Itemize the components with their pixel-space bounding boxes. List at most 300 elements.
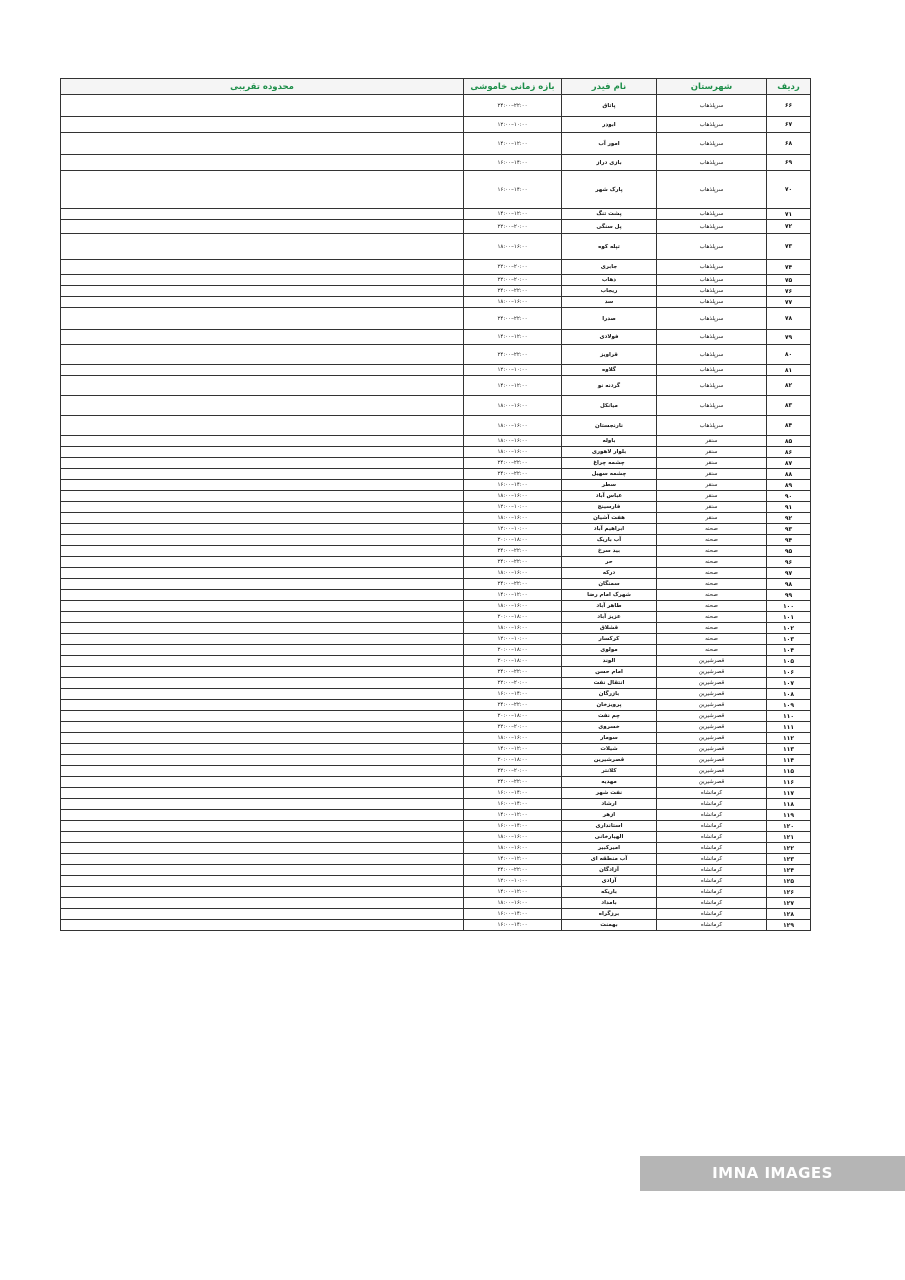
feeder-cell: هفت آشیان xyxy=(562,513,657,524)
row-number-cell: ۷۴ xyxy=(767,260,811,275)
row-number-cell: ۷۳ xyxy=(767,234,811,260)
city-cell: سرپلذهاب xyxy=(657,416,767,436)
area-cell xyxy=(61,667,464,678)
city-cell: سرپلذهاب xyxy=(657,95,767,117)
time-window-cell: ۲۲:۰۰–۲۴:۰۰ xyxy=(464,557,562,568)
area-cell xyxy=(61,396,464,416)
table-row xyxy=(61,766,811,777)
table-body xyxy=(61,95,811,931)
feeder-cell: فارسینج xyxy=(562,502,657,513)
city-cell: صحنه xyxy=(657,535,767,546)
city-cell: سرپلذهاب xyxy=(657,308,767,330)
time-window-cell: ۲۲:۰۰–۲۴:۰۰ xyxy=(464,469,562,480)
city-cell: صحنه xyxy=(657,546,767,557)
city-cell: سرپلذهاب xyxy=(657,330,767,345)
row-number-cell: ۶۸ xyxy=(767,133,811,155)
feeder-cell: حر xyxy=(562,557,657,568)
row-number-cell: ۶۹ xyxy=(767,155,811,171)
table-row xyxy=(61,656,811,667)
row-number-cell: ۹۸ xyxy=(767,579,811,590)
city-cell: سنقر xyxy=(657,469,767,480)
city-cell: صحنه xyxy=(657,579,767,590)
city-cell: سنقر xyxy=(657,447,767,458)
table-row xyxy=(61,876,811,887)
time-window-cell: ۱۴:۰۰–۱۶:۰۰ xyxy=(464,920,562,931)
table-row xyxy=(61,260,811,275)
time-window-cell: ۱۲:۰۰–۱۴:۰۰ xyxy=(464,133,562,155)
table-row xyxy=(61,297,811,308)
city-cell: سرپلذهاب xyxy=(657,171,767,209)
feeder-cell: مولوی xyxy=(562,645,657,656)
area-cell xyxy=(61,286,464,297)
time-window-cell: ۱۲:۰۰–۱۴:۰۰ xyxy=(464,330,562,345)
table-row xyxy=(61,117,811,133)
feeder-cell: قصرشیرین xyxy=(562,755,657,766)
city-cell: سنقر xyxy=(657,436,767,447)
city-cell: صحنه xyxy=(657,590,767,601)
area-cell xyxy=(61,117,464,133)
table-row xyxy=(61,722,811,733)
city-cell: سرپلذهاب xyxy=(657,220,767,234)
row-number-cell: ۸۲ xyxy=(767,376,811,396)
time-window-cell: ۱۴:۰۰–۱۶:۰۰ xyxy=(464,909,562,920)
table-row xyxy=(61,469,811,480)
city-cell: سرپلذهاب xyxy=(657,376,767,396)
time-window-cell: ۲۰:۰۰–۲۲:۰۰ xyxy=(464,260,562,275)
table-row xyxy=(61,535,811,546)
table-row xyxy=(61,711,811,722)
table-row xyxy=(61,865,811,876)
area-cell xyxy=(61,133,464,155)
feeder-cell: جابری xyxy=(562,260,657,275)
table-row xyxy=(61,133,811,155)
feeder-cell: ابوذر xyxy=(562,117,657,133)
area-cell xyxy=(61,95,464,117)
time-window-cell: ۲۲:۰۰–۲۴:۰۰ xyxy=(464,700,562,711)
time-window-cell: ۱۲:۰۰–۱۴:۰۰ xyxy=(464,744,562,755)
table-row xyxy=(61,733,811,744)
header-time-window: بازه زمانی خاموشی xyxy=(464,79,562,95)
area-cell xyxy=(61,345,464,365)
row-number-cell: ۱۱۵ xyxy=(767,766,811,777)
row-number-cell: ۱۲۶ xyxy=(767,887,811,898)
row-number-cell: ۷۰ xyxy=(767,171,811,209)
city-cell: سرپلذهاب xyxy=(657,297,767,308)
time-window-cell: ۲۲:۰۰–۲۴:۰۰ xyxy=(464,546,562,557)
city-cell: کرمانشاه xyxy=(657,788,767,799)
row-number-cell: ۹۹ xyxy=(767,590,811,601)
row-number-cell: ۷۷ xyxy=(767,297,811,308)
time-window-cell: ۲۲:۰۰–۲۴:۰۰ xyxy=(464,95,562,117)
area-cell xyxy=(61,810,464,821)
row-number-cell: ۶۶ xyxy=(767,95,811,117)
row-number-cell: ۹۲ xyxy=(767,513,811,524)
city-cell: قصرشیرین xyxy=(657,667,767,678)
time-window-cell: ۲۰:۰۰–۲۲:۰۰ xyxy=(464,275,562,286)
feeder-cell: بلوار لاهوری xyxy=(562,447,657,458)
feeder-cell: بامداد xyxy=(562,898,657,909)
feeder-cell: گلاوه xyxy=(562,365,657,376)
area-cell xyxy=(61,766,464,777)
row-number-cell: ۸۷ xyxy=(767,458,811,469)
area-cell xyxy=(61,854,464,865)
row-number-cell: ۱۱۹ xyxy=(767,810,811,821)
time-window-cell: ۱۶:۰۰–۱۸:۰۰ xyxy=(464,234,562,260)
row-number-cell: ۸۰ xyxy=(767,345,811,365)
table-row xyxy=(61,286,811,297)
table-row xyxy=(61,155,811,171)
table-row xyxy=(61,590,811,601)
time-window-cell: ۱۴:۰۰–۱۶:۰۰ xyxy=(464,171,562,209)
table-row xyxy=(61,821,811,832)
row-number-cell: ۱۱۳ xyxy=(767,744,811,755)
city-cell: صحنه xyxy=(657,623,767,634)
area-cell xyxy=(61,634,464,645)
table-row xyxy=(61,568,811,579)
row-number-cell: ۹۶ xyxy=(767,557,811,568)
feeder-cell: پشت تنگ xyxy=(562,209,657,220)
city-cell: قصرشیرین xyxy=(657,700,767,711)
table-row xyxy=(61,700,811,711)
feeder-cell: آزادی xyxy=(562,876,657,887)
area-cell xyxy=(61,843,464,854)
time-window-cell: ۱۶:۰۰–۱۸:۰۰ xyxy=(464,491,562,502)
table-row xyxy=(61,220,811,234)
row-number-cell: ۱۰۰ xyxy=(767,601,811,612)
table-row xyxy=(61,491,811,502)
table-row xyxy=(61,909,811,920)
time-window-cell: ۱۴:۰۰–۱۶:۰۰ xyxy=(464,480,562,491)
time-window-cell: ۲۲:۰۰–۲۴:۰۰ xyxy=(464,579,562,590)
area-cell xyxy=(61,700,464,711)
table-row xyxy=(61,799,811,810)
time-window-cell: ۱۰:۰۰–۱۲:۰۰ xyxy=(464,365,562,376)
area-cell xyxy=(61,579,464,590)
city-cell: قصرشیرین xyxy=(657,678,767,689)
area-cell xyxy=(61,416,464,436)
table-row xyxy=(61,612,811,623)
row-number-cell: ۱۱۸ xyxy=(767,799,811,810)
table-row xyxy=(61,524,811,535)
table-row xyxy=(61,557,811,568)
time-window-cell: ۱۲:۰۰–۱۴:۰۰ xyxy=(464,854,562,865)
table-row xyxy=(61,345,811,365)
area-cell xyxy=(61,275,464,286)
feeder-cell: آب منطقه ای xyxy=(562,854,657,865)
table-row xyxy=(61,480,811,491)
row-number-cell: ۶۷ xyxy=(767,117,811,133)
city-cell: قصرشیرین xyxy=(657,689,767,700)
feeder-cell: شهرک امام رضا xyxy=(562,590,657,601)
time-window-cell: ۱۶:۰۰–۱۸:۰۰ xyxy=(464,297,562,308)
area-cell xyxy=(61,876,464,887)
area-cell xyxy=(61,865,464,876)
time-window-cell: ۱۲:۰۰–۱۴:۰۰ xyxy=(464,376,562,396)
city-cell: کرمانشاه xyxy=(657,832,767,843)
feeder-cell: استانداری xyxy=(562,821,657,832)
row-number-cell: ۹۳ xyxy=(767,524,811,535)
time-window-cell: ۱۶:۰۰–۱۸:۰۰ xyxy=(464,436,562,447)
city-cell: قصرشیرین xyxy=(657,733,767,744)
feeder-cell: کرکسار xyxy=(562,634,657,645)
area-cell xyxy=(61,447,464,458)
time-window-cell: ۲۰:۰۰–۲۲:۰۰ xyxy=(464,766,562,777)
time-window-cell: ۱۶:۰۰–۱۸:۰۰ xyxy=(464,396,562,416)
time-window-cell: ۱۸:۰۰–۲۰:۰۰ xyxy=(464,535,562,546)
row-number-cell: ۸۸ xyxy=(767,469,811,480)
feeder-cell: کلانتر xyxy=(562,766,657,777)
area-cell xyxy=(61,491,464,502)
table-row xyxy=(61,832,811,843)
area-cell xyxy=(61,502,464,513)
outage-schedule-table xyxy=(60,78,811,931)
area-cell xyxy=(61,777,464,788)
feeder-cell: الوند xyxy=(562,656,657,667)
row-number-cell: ۸۹ xyxy=(767,480,811,491)
feeder-cell: چشمه سهیل xyxy=(562,469,657,480)
area-cell xyxy=(61,234,464,260)
time-window-cell: ۲۲:۰۰–۲۴:۰۰ xyxy=(464,286,562,297)
city-cell: صحنه xyxy=(657,524,767,535)
area-cell xyxy=(61,590,464,601)
table-row xyxy=(61,920,811,931)
area-cell xyxy=(61,469,464,480)
area-cell xyxy=(61,920,464,931)
area-cell xyxy=(61,744,464,755)
time-window-cell: ۱۶:۰۰–۱۸:۰۰ xyxy=(464,416,562,436)
table-row xyxy=(61,843,811,854)
feeder-cell: ازهر xyxy=(562,810,657,821)
feeder-cell: امام حسن xyxy=(562,667,657,678)
city-cell: سرپلذهاب xyxy=(657,275,767,286)
row-number-cell: ۱۱۷ xyxy=(767,788,811,799)
city-cell: کرمانشاه xyxy=(657,799,767,810)
feeder-cell: ریجاب xyxy=(562,286,657,297)
area-cell xyxy=(61,656,464,667)
watermark-logo: IMNA IMAGES xyxy=(640,1156,905,1191)
city-cell: صحنه xyxy=(657,568,767,579)
time-window-cell: ۱۶:۰۰–۱۸:۰۰ xyxy=(464,513,562,524)
table-row xyxy=(61,171,811,209)
header-area: محدوده تقریبی xyxy=(61,79,464,95)
city-cell: کرمانشاه xyxy=(657,909,767,920)
row-number-cell: ۱۰۷ xyxy=(767,678,811,689)
table-row xyxy=(61,416,811,436)
time-window-cell: ۱۸:۰۰–۲۰:۰۰ xyxy=(464,612,562,623)
feeder-cell: ارشاد xyxy=(562,799,657,810)
row-number-cell: ۸۱ xyxy=(767,365,811,376)
city-cell: سنقر xyxy=(657,502,767,513)
row-number-cell: ۹۱ xyxy=(767,502,811,513)
time-window-cell: ۱۲:۰۰–۱۴:۰۰ xyxy=(464,810,562,821)
feeder-cell: طاهر آباد xyxy=(562,601,657,612)
feeder-cell: مهدیه xyxy=(562,777,657,788)
feeder-cell: عباس آباد xyxy=(562,491,657,502)
time-window-cell: ۱۸:۰۰–۲۰:۰۰ xyxy=(464,656,562,667)
table-header-row xyxy=(61,79,811,95)
row-number-cell: ۱۰۲ xyxy=(767,623,811,634)
area-cell xyxy=(61,330,464,345)
city-cell: صحنه xyxy=(657,645,767,656)
city-cell: کرمانشاه xyxy=(657,898,767,909)
table-row xyxy=(61,634,811,645)
city-cell: کرمانشاه xyxy=(657,876,767,887)
time-window-cell: ۲۲:۰۰–۲۴:۰۰ xyxy=(464,308,562,330)
time-window-cell: ۱۰:۰۰–۱۲:۰۰ xyxy=(464,524,562,535)
area-cell xyxy=(61,645,464,656)
feeder-cell: قراویز xyxy=(562,345,657,365)
feeder-cell: آزادگان xyxy=(562,865,657,876)
table-row xyxy=(61,887,811,898)
area-cell xyxy=(61,568,464,579)
row-number-cell: ۸۳ xyxy=(767,396,811,416)
header-row-number: ردیف xyxy=(767,79,811,95)
table-row xyxy=(61,623,811,634)
feeder-cell: سد xyxy=(562,297,657,308)
area-cell xyxy=(61,898,464,909)
row-number-cell: ۸۵ xyxy=(767,436,811,447)
row-number-cell: ۱۲۴ xyxy=(767,865,811,876)
feeder-cell: سمنگان xyxy=(562,579,657,590)
table-row xyxy=(61,234,811,260)
table-row xyxy=(61,755,811,766)
row-number-cell: ۱۰۶ xyxy=(767,667,811,678)
city-cell: کرمانشاه xyxy=(657,865,767,876)
feeder-cell: چم نفت xyxy=(562,711,657,722)
city-cell: صحنه xyxy=(657,601,767,612)
city-cell: قصرشیرین xyxy=(657,711,767,722)
city-cell: صحنه xyxy=(657,557,767,568)
time-window-cell: ۱۶:۰۰–۱۸:۰۰ xyxy=(464,623,562,634)
city-cell: قصرشیرین xyxy=(657,656,767,667)
area-cell xyxy=(61,260,464,275)
row-number-cell: ۱۱۱ xyxy=(767,722,811,733)
area-cell xyxy=(61,689,464,700)
feeder-cell: بید سرخ xyxy=(562,546,657,557)
feeder-cell: چشمه چراغ xyxy=(562,458,657,469)
row-number-cell: ۷۱ xyxy=(767,209,811,220)
feeder-cell: تپله کوه xyxy=(562,234,657,260)
row-number-cell: ۹۴ xyxy=(767,535,811,546)
area-cell xyxy=(61,821,464,832)
area-cell xyxy=(61,376,464,396)
row-number-cell: ۹۰ xyxy=(767,491,811,502)
table-row xyxy=(61,209,811,220)
time-window-cell: ۲۲:۰۰–۲۴:۰۰ xyxy=(464,865,562,876)
area-cell xyxy=(61,711,464,722)
city-cell: سنقر xyxy=(657,513,767,524)
table-row xyxy=(61,458,811,469)
city-cell: سرپلذهاب xyxy=(657,396,767,416)
row-number-cell: ۱۱۴ xyxy=(767,755,811,766)
area-cell xyxy=(61,909,464,920)
city-cell: کرمانشاه xyxy=(657,810,767,821)
row-number-cell: ۷۹ xyxy=(767,330,811,345)
area-cell xyxy=(61,557,464,568)
row-number-cell: ۱۲۲ xyxy=(767,843,811,854)
table-row xyxy=(61,513,811,524)
table-row xyxy=(61,502,811,513)
table-row xyxy=(61,898,811,909)
feeder-cell: بازی دراز xyxy=(562,155,657,171)
row-number-cell: ۷۸ xyxy=(767,308,811,330)
row-number-cell: ۱۰۳ xyxy=(767,634,811,645)
row-number-cell: ۸۴ xyxy=(767,416,811,436)
city-cell: کرمانشاه xyxy=(657,920,767,931)
city-cell: کرمانشاه xyxy=(657,887,767,898)
time-window-cell: ۲۰:۰۰–۲۲:۰۰ xyxy=(464,220,562,234)
table-row xyxy=(61,365,811,376)
feeder-cell: صدرا xyxy=(562,308,657,330)
row-number-cell: ۱۱۲ xyxy=(767,733,811,744)
feeder-cell: آب باریک xyxy=(562,535,657,546)
time-window-cell: ۱۶:۰۰–۱۸:۰۰ xyxy=(464,843,562,854)
city-cell: قصرشیرین xyxy=(657,722,767,733)
time-window-cell: ۱۲:۰۰–۱۴:۰۰ xyxy=(464,209,562,220)
time-window-cell: ۱۲:۰۰–۱۴:۰۰ xyxy=(464,887,562,898)
table-row xyxy=(61,579,811,590)
time-window-cell: ۲۲:۰۰–۲۴:۰۰ xyxy=(464,777,562,788)
table-row xyxy=(61,330,811,345)
table-row xyxy=(61,601,811,612)
time-window-cell: ۲۰:۰۰–۲۲:۰۰ xyxy=(464,678,562,689)
area-cell xyxy=(61,678,464,689)
table-row xyxy=(61,376,811,396)
area-cell xyxy=(61,513,464,524)
time-window-cell: ۱۶:۰۰–۱۸:۰۰ xyxy=(464,733,562,744)
time-window-cell: ۱۴:۰۰–۱۶:۰۰ xyxy=(464,788,562,799)
table-row xyxy=(61,275,811,286)
feeder-cell: امیرکبیر xyxy=(562,843,657,854)
area-cell xyxy=(61,155,464,171)
city-cell: سرپلذهاب xyxy=(657,117,767,133)
city-cell: سرپلذهاب xyxy=(657,365,767,376)
city-cell: کرمانشاه xyxy=(657,821,767,832)
feeder-cell: سطر xyxy=(562,480,657,491)
feeder-cell: نفت شهر xyxy=(562,788,657,799)
row-number-cell: ۷۲ xyxy=(767,220,811,234)
city-cell: کرمانشاه xyxy=(657,843,767,854)
row-number-cell: ۱۰۵ xyxy=(767,656,811,667)
feeder-cell: بازرگان xyxy=(562,689,657,700)
table-row xyxy=(61,854,811,865)
table-row xyxy=(61,689,811,700)
feeder-cell: نارنجستان xyxy=(562,416,657,436)
area-cell xyxy=(61,365,464,376)
feeder-cell: برزگراه xyxy=(562,909,657,920)
feeder-cell: ذهاب xyxy=(562,275,657,286)
feeder-cell: پل سنگی xyxy=(562,220,657,234)
area-cell xyxy=(61,546,464,557)
feeder-cell: ابراهیم آباد xyxy=(562,524,657,535)
area-cell xyxy=(61,436,464,447)
row-number-cell: ۹۵ xyxy=(767,546,811,557)
city-cell: کرمانشاه xyxy=(657,854,767,865)
row-number-cell: ۱۱۰ xyxy=(767,711,811,722)
city-cell: سرپلذهاب xyxy=(657,234,767,260)
area-cell xyxy=(61,755,464,766)
row-number-cell: ۱۲۰ xyxy=(767,821,811,832)
table-row xyxy=(61,744,811,755)
row-number-cell: ۱۲۹ xyxy=(767,920,811,931)
time-window-cell: ۱۴:۰۰–۱۶:۰۰ xyxy=(464,689,562,700)
feeder-cell: بهمنت xyxy=(562,920,657,931)
area-cell xyxy=(61,799,464,810)
city-cell: قصرشیرین xyxy=(657,755,767,766)
time-window-cell: ۲۲:۰۰–۲۴:۰۰ xyxy=(464,667,562,678)
area-cell xyxy=(61,524,464,535)
schedule-page xyxy=(60,78,810,931)
